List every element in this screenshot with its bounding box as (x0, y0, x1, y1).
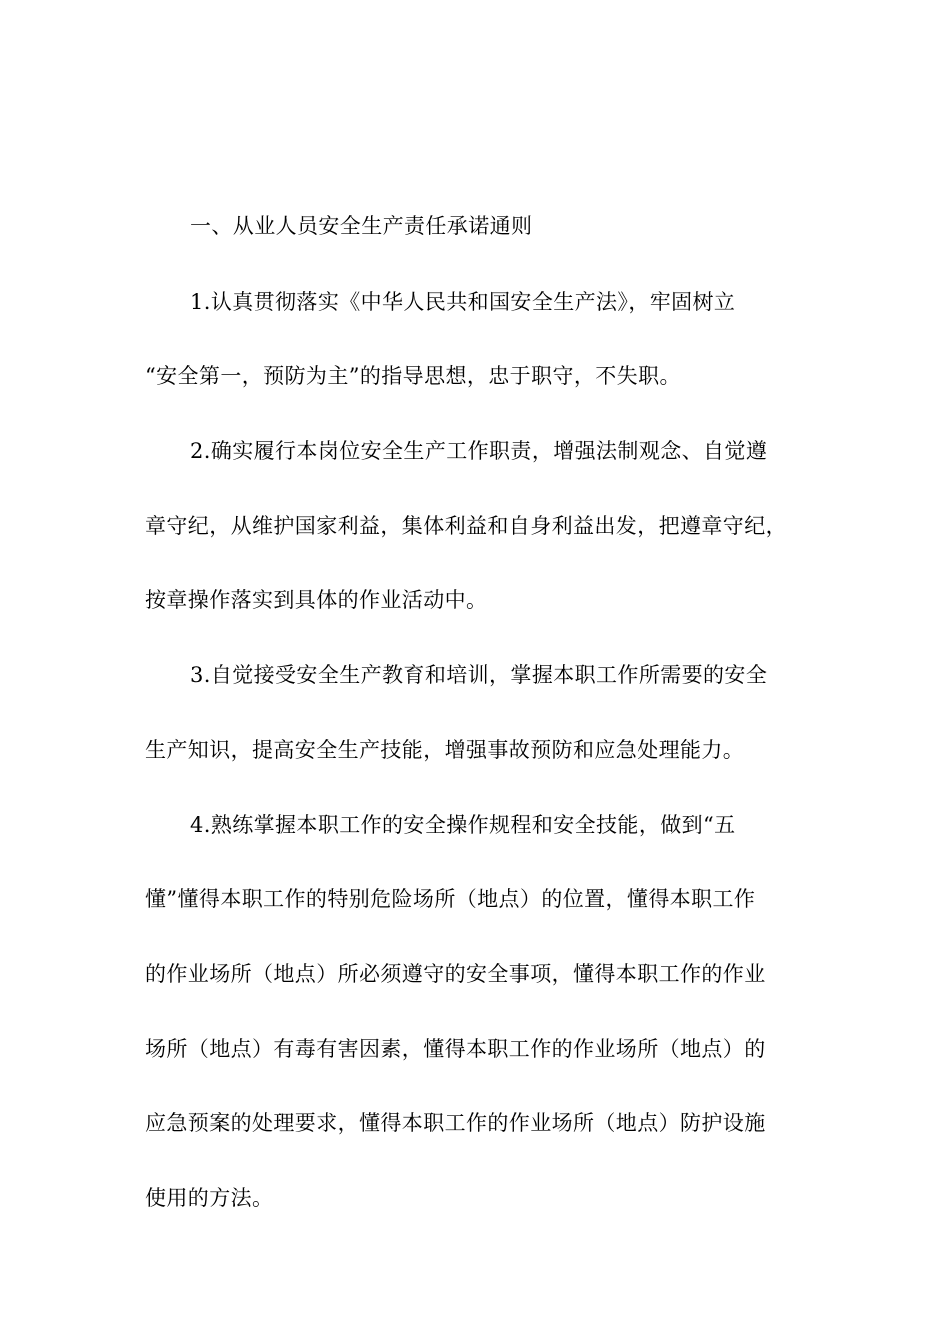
paragraph-4-line-2: 懂”懂得本职工作的特别危险场所（地点）的位置，懂得本职工作 (145, 887, 756, 911)
paragraph-4-line-3: 的作业场所（地点）所必须遵守的安全事项，懂得本职工作的作业 (145, 962, 766, 986)
paragraph-1-line-2: “安全第一，预防为主”的指导思想，忠于职守，不失职。 (145, 364, 681, 388)
paragraph-3-line-2: 生产知识，提高安全生产技能，增强事故预防和应急处理能力。 (145, 738, 745, 762)
paragraph-4-line-5: 应急预案的处理要求，懂得本职工作的作业场所（地点）防护设施 (145, 1111, 766, 1135)
paragraph-4-line-4: 场所（地点）有毒有害因素，懂得本职工作的作业场所（地点）的 (145, 1037, 766, 1061)
paragraph-2-line-3: 按章操作落实到具体的作业活动中。 (145, 588, 488, 612)
paragraph-2-line-2: 章守纪，从维护国家利益，集体利益和自身利益出发，把遵章守纪， (145, 514, 787, 538)
paragraph-1-line-1: 1.认真贯彻落实《中华人民共和国安全生产法》，牢固树立 (190, 290, 736, 314)
paragraph-4-line-6: 使用的方法。 (145, 1186, 274, 1210)
paragraph-4-line-1: 4.熟练掌握本职工作的安全操作规程和安全技能，做到“五 (190, 813, 736, 837)
paragraph-3-line-1: 3.自觉接受安全生产教育和培训，掌握本职工作所需要的安全 (190, 663, 768, 687)
paragraph-2-line-1: 2.确实履行本岗位安全生产工作职责，增强法制观念、自觉遵 (190, 439, 768, 463)
section-heading: 一、从业人员安全生产责任承诺通则 (190, 214, 533, 238)
